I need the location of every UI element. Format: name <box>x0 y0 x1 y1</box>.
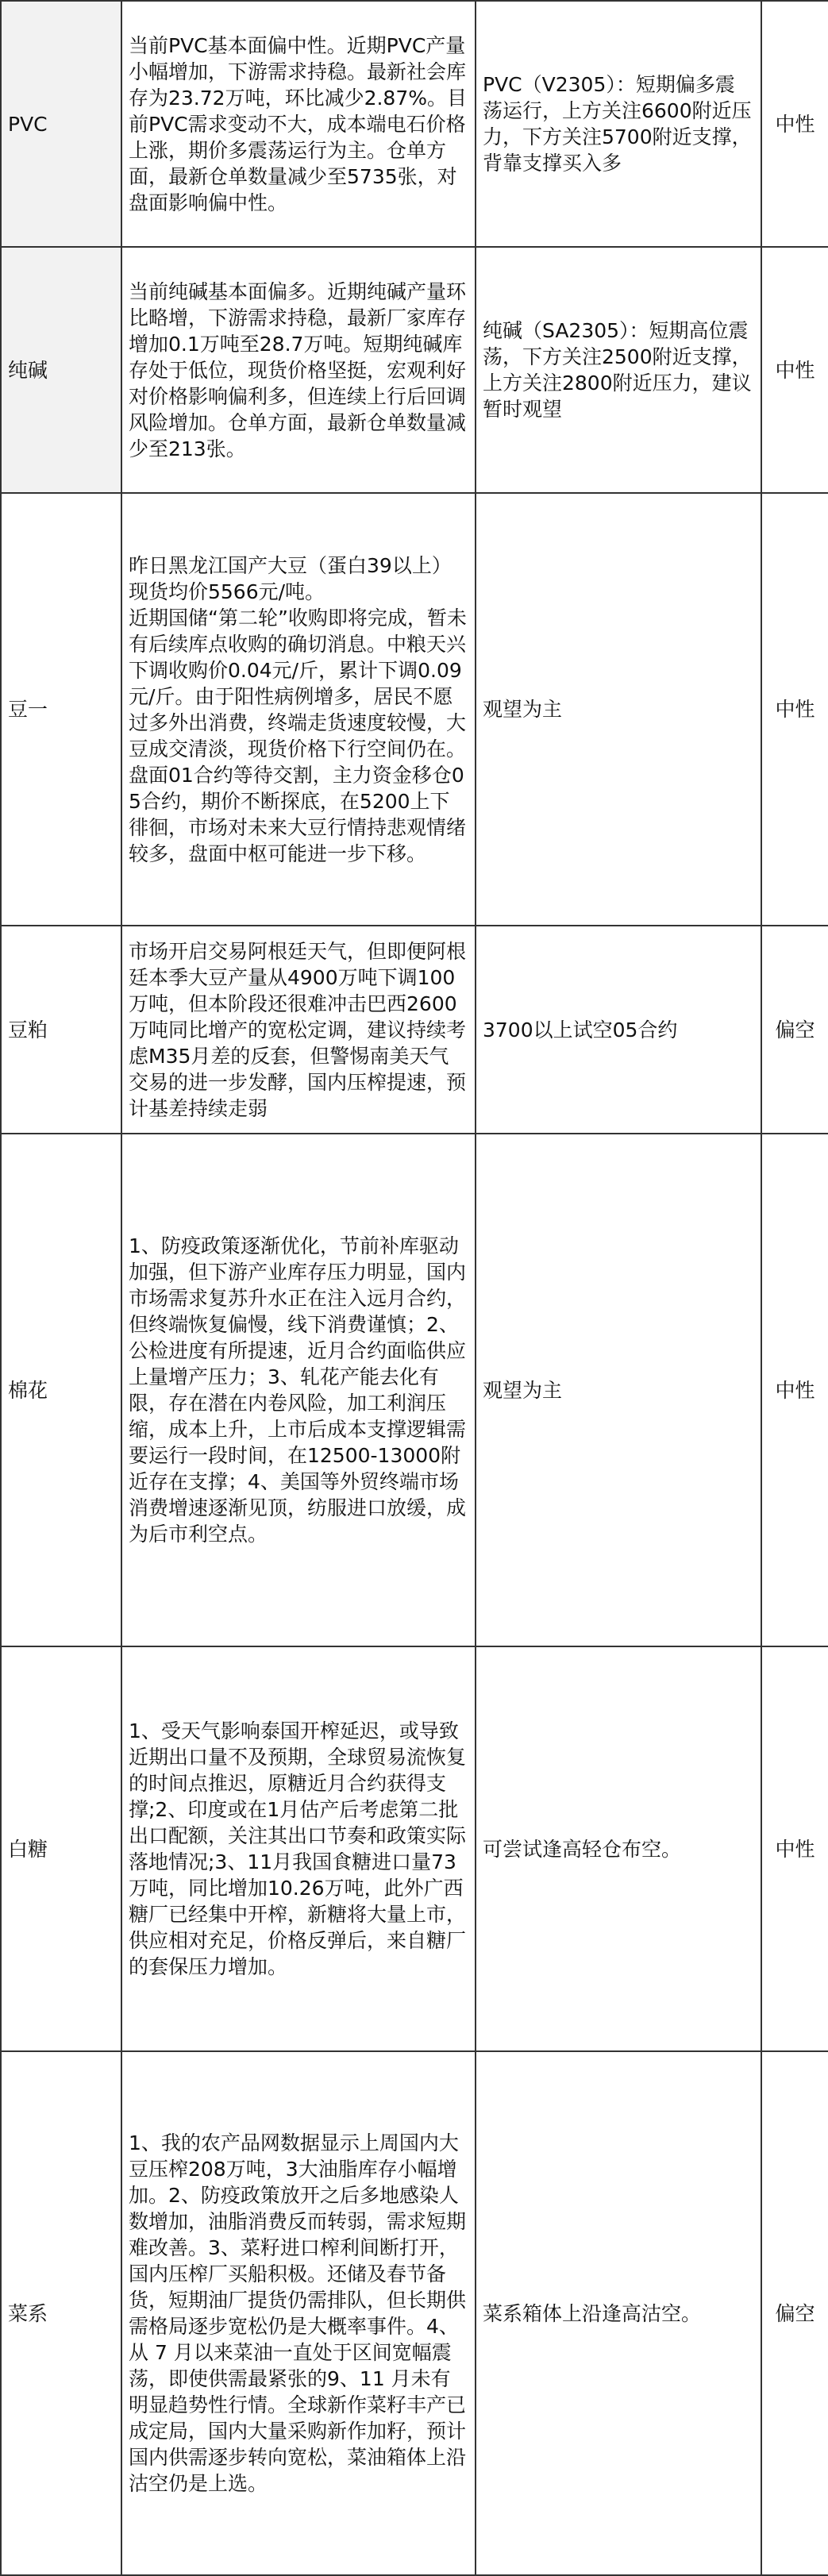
strategy-text: 观望为主 <box>476 493 761 926</box>
table-row <box>1 2051 828 2575</box>
table-row <box>1 1 828 247</box>
direction-label: 偏空 <box>761 2051 828 2575</box>
fundamentals-text: 市场开启交易阿根廷天气，但即便阿根廷本季大豆产量从4900万吨下调100万吨，但本阶段还很难冲击巴西2600万吨同比增产的宽松定调，建议持续考虑M35月差的反套，但警惕南美天气交易的进一步发酵，国内压榨提速，预计基差持续走弱 <box>121 926 476 1134</box>
direction-label: 中性 <box>761 493 828 926</box>
commodity-name: 豆一 <box>1 493 121 926</box>
direction-label: 中性 <box>761 1646 828 2051</box>
strategy-text: 纯碱（SA2305）：短期高位震荡，下方关注2500附近支撑，上方关注2800附近压力，建议暂时观望 <box>476 247 761 493</box>
table-row <box>1 1646 828 2051</box>
direction-label: 中性 <box>761 1 828 247</box>
fundamentals-text: 当前纯碱基本面偏多。近期纯碱产量环比略增，下游需求持稳，最新厂家库存增加0.1万吨至28.7万吨。短期纯碱库存处于低位，现货价格坚挺，宏观利好对价格影响偏利多，但连续上行后回调风险增加。仓单方面，最新仓单数量减少至213张。 <box>121 247 476 493</box>
strategy-text: PVC（V2305）：短期偏多震荡运行，上方关注6600附近压力，下方关注5700附近支撑，背靠支撑买入多 <box>476 1 761 247</box>
commodity-name: 纯碱 <box>1 247 121 493</box>
table-row <box>1 1134 828 1646</box>
fundamentals-text: 1、受天气影响泰国开榨延迟，或导致近期出口量不及预期，全球贸易流恢复的时间点推迟，原糖近月合约获得支撑;2、印度或在1月估产后考虑第二批出口配额，关注其出口节奏和政策实际落地情况;3、11月我国食糖进口量73万吨，同比增加10.26万吨，此外广西糖厂已经集中开榨，新糖将大量上市，供应相对充足，价格反弹后，来自糖厂的套保压力增加。 <box>121 1646 476 2051</box>
table-row <box>1 493 828 926</box>
fundamentals-text: 1、我的农产品网数据显示上周国内大豆压榨208万吨，3大油脂库存小幅增加。2、防疫政策放开之后多地感染人数增加，油脂消费反而转弱，需求短期难改善。3、菜籽进口榨利间断打开，国内压榨厂买船积极。还储及春节备货，短期油厂提货仍需排队，但长期供需格局逐步宽松仍是大概率事件。4、从 7 月以来菜油一直处于区间宽幅震荡，即使供需最紧张的9、11 月未有明显趋势性行情。全球新作菜籽丰产已成定局，国内大量采购新作加籽，预计国内供需逐步转向宽松，菜油箱体上沿沽空仍是上选。 <box>121 2051 476 2575</box>
fundamentals-text: 昨日黑龙江国产大豆（蛋白39以上）现货均价5566元/吨。 近期国储“第二轮”收购即将完成，暂未有后续库点收购的确切消息。中粮天兴下调收购价0.04元/斤，累计下调0.09元/斤。由于阳性病例增多，居民不愿过多外出消费，终端走货速度较慢，大豆成交清淡，现货价格下行空间仍在。盘面01合约等待交割，主力资金移仓05合约，期价不断探底，在5200上下徘徊，市场对未来大豆行情持悲观情绪较多，盘面中枢可能进一步下移。 <box>121 493 476 926</box>
strategy-text: 菜系箱体上沿逢高沽空。 <box>476 2051 761 2575</box>
fundamentals-text: 当前PVC基本面偏中性。近期PVC产量小幅增加，下游需求持稳。最新社会库存为23.72万吨，环比减少2.87%。目前PVC需求变动不大，成本端电石价格上涨，期价多震荡运行为主。仓单方面，最新仓单数量减少至5735张，对盘面影响偏中性。 <box>121 1 476 247</box>
direction-label: 中性 <box>761 247 828 493</box>
commodity-name: 豆粕 <box>1 926 121 1134</box>
commodity-name: 菜系 <box>1 2051 121 2575</box>
commodity-name: PVC <box>1 1 121 247</box>
table-row <box>1 926 828 1134</box>
strategy-text: 3700以上试空05合约 <box>476 926 761 1134</box>
fundamentals-text: 1、防疫政策逐渐优化，节前补库驱动加强，但下游产业库存压力明显，国内市场需求复苏升水正在注入远月合约，但终端恢复偏慢，线下消费谨慎；2、公检进度有所提速，近月合约面临供应上量增产压力；3、轧花产能去化有限，存在潜在内卷风险，加工利润压缩，成本上升，上市后成本支撑逻辑需要运行一段时间，在12500-13000附近存在支撑；4、美国等外贸终端市场消费增速逐渐见顶，纺服进口放缓，成为后市利空点。 <box>121 1134 476 1646</box>
table-row <box>1 247 828 493</box>
commodity-name: 棉花 <box>1 1134 121 1646</box>
strategy-text: 观望为主 <box>476 1134 761 1646</box>
direction-label: 偏空 <box>761 926 828 1134</box>
direction-label: 中性 <box>761 1134 828 1646</box>
strategy-text: 可尝试逢高轻仓布空。 <box>476 1646 761 2051</box>
commodity-name: 白糖 <box>1 1646 121 2051</box>
